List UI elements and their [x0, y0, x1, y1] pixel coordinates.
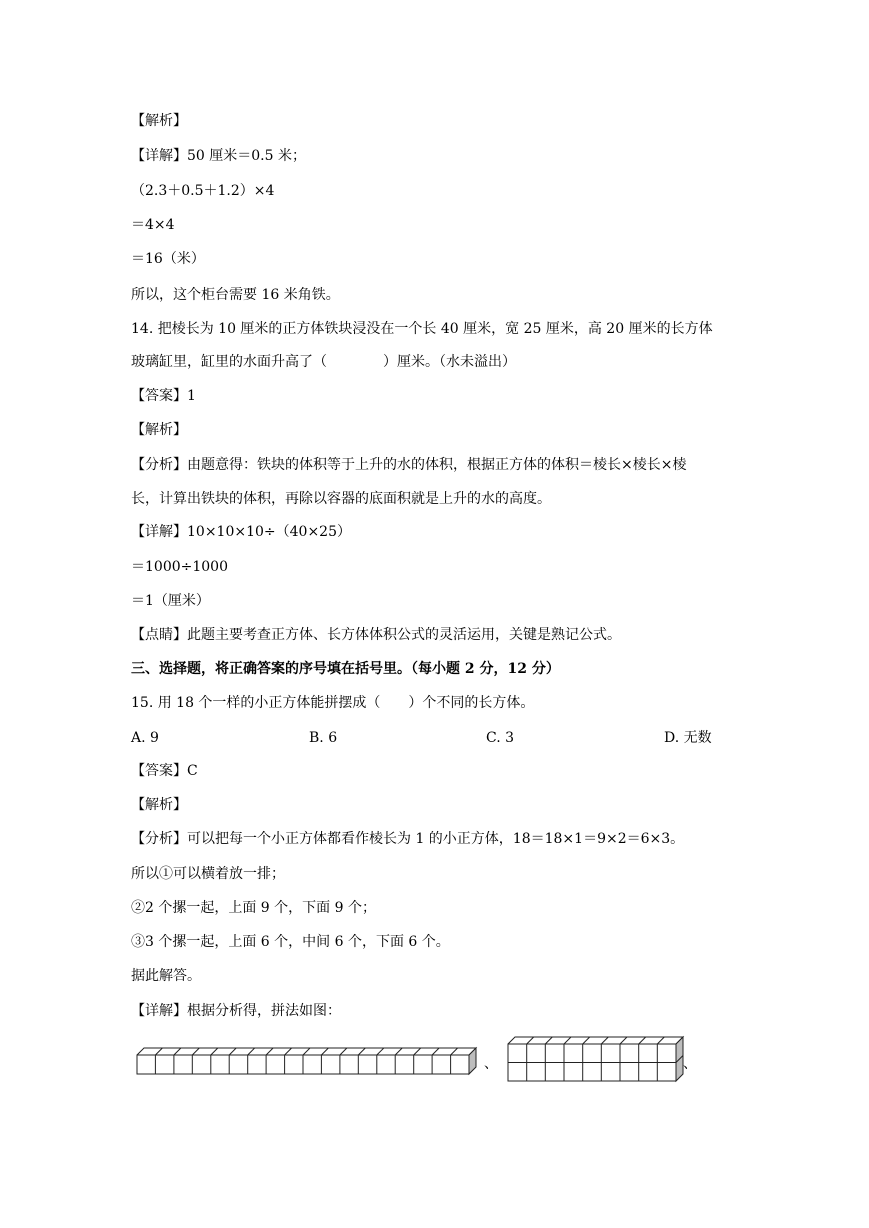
answer-line: 【答案】1 — [131, 388, 196, 404]
option-b: B. 6 — [309, 730, 338, 746]
formula-line: （2.3＋0.5＋1.2）×4 — [131, 183, 275, 199]
analysis-text: 据此解答。 — [131, 968, 201, 984]
cube-2x9-figure — [506, 1034, 686, 1084]
analysis-text: 【分析】可以把每一个小正方体都看作棱长为 1 的小正方体，18＝18×1＝9×2＝6×3。 — [131, 831, 685, 847]
comment-line: 【点睛】此题主要考查正方体、长方体体积公式的灵活运用，关键是熟记公式。 — [131, 627, 621, 643]
separator: 、 — [484, 1056, 498, 1072]
separator: 、 — [683, 1056, 697, 1072]
conclusion-line: 所以，这个柜台需要 16 米角铁。 — [131, 287, 340, 303]
detail-line: 【详解】根据分析得，拼法如图： — [131, 1003, 341, 1019]
section-heading: 三、选择题，将正确答案的序号填在括号里。（每小题 2 分，12 分） — [131, 661, 560, 677]
option-c: C. 3 — [486, 730, 515, 746]
analysis-text: 所以①可以横着放一排； — [131, 866, 285, 882]
formula-line: ＝4×4 — [131, 217, 175, 233]
formula-line: ＝16（米） — [131, 251, 205, 267]
question-14-text: 14. 把棱长为 10 厘米的正方体铁块浸没在一个长 40 厘米，宽 25 厘米，高 20 厘米的长方体 — [131, 321, 713, 337]
detail-line: 【详解】10×10×10÷（40×25） — [131, 524, 351, 540]
formula-line: ＝1（厘米） — [131, 593, 210, 609]
option-a: A. 9 — [131, 730, 159, 746]
detail-line: 【详解】50 厘米＝0.5 米； — [131, 148, 306, 164]
option-d: D. 无数 — [664, 730, 712, 746]
analysis-heading: 【解析】 — [131, 797, 187, 813]
analysis-text: 长，计算出铁块的体积，再除以容器的底面积就是上升的水的高度。 — [131, 491, 551, 507]
analysis-text: ②2 个摞一起，上面 9 个，下面 9 个； — [131, 900, 376, 916]
analysis-heading: 【解析】 — [131, 113, 187, 129]
analysis-text: ③3 个摞一起，上面 6 个，中间 6 个，下面 6 个。 — [131, 934, 450, 950]
question-14-text: 玻璃缸里，缸里的水面升高了（ ）厘米。（水未溢出） — [131, 354, 516, 370]
analysis-text: 【分析】由题意得：铁块的体积等于上升的水的体积，根据正方体的体积＝棱长×棱长×棱 — [131, 457, 687, 473]
analysis-heading: 【解析】 — [131, 422, 187, 438]
formula-line: ＝1000÷1000 — [131, 559, 228, 575]
question-15-text: 15. 用 18 个一样的小正方体能拼摆成（ ）个不同的长方体。 — [131, 695, 535, 711]
cube-row-figure — [135, 1043, 480, 1077]
answer-line: 【答案】C — [131, 763, 198, 779]
